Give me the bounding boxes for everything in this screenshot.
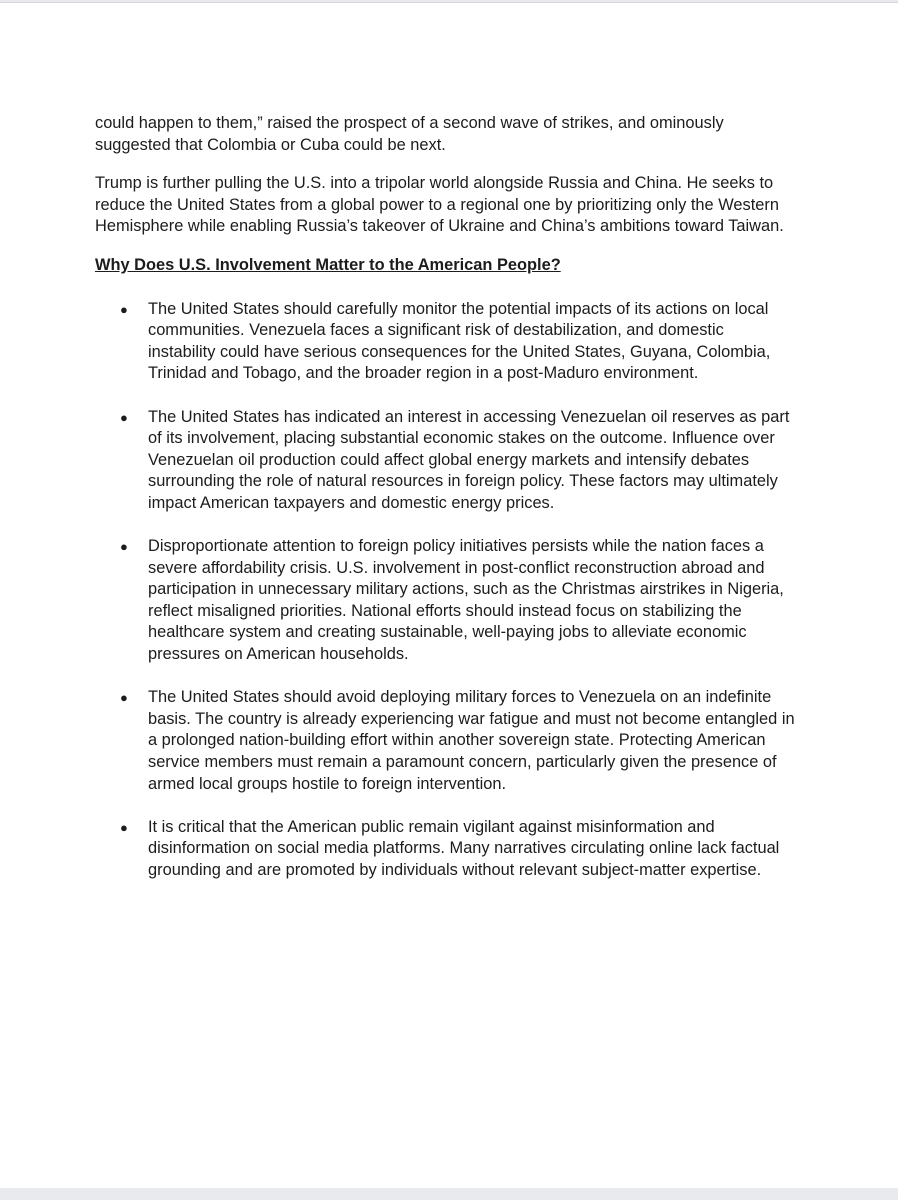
body-paragraph: Trump is further pulling the U.S. into a tripolar world alongside Russia and China. He seeks to reduce the United States from a global power to a regional one by prioritizing only the Western Hemisphere while enabling Russia’s takeover of Ukraine and China’s ambitions toward Taiwan. bbox=[95, 174, 784, 236]
page-bottom-edge bbox=[0, 1188, 898, 1200]
bullet-icon: ● bbox=[120, 539, 128, 555]
document-body bbox=[95, 113, 795, 903]
list-item-text: It is critical that the American public remain vigilant against misinformation and disinformation on social media platforms. Many narratives circulating online lack factual grounding and are promoted by individuals without relevant subject-matter expertise. bbox=[148, 817, 780, 879]
list-item bbox=[95, 407, 795, 515]
bullet-icon: ● bbox=[120, 409, 128, 425]
body-paragraph: could happen to them,” raised the prospect of a second wave of strikes, and ominously suggested that Colombia or Cuba could be next. bbox=[95, 114, 724, 154]
list-item-text: Disproportionate attention to foreign policy initiatives persists while the nation faces a severe affordability crisis. U.S. involvement in post-conflict reconstruction abroad and participation in unnecessary military actions, such as the Christmas airstrikes in Nigeria, reflect misaligned priorities. National efforts should instead focus on stabilizing the healthcare system and creating sustainable, well-paying jobs to alleviate economic pressures on American households. bbox=[148, 537, 784, 664]
list-item bbox=[95, 536, 795, 666]
list-item-text: The United States should avoid deploying military forces to Venezuela on an indefinite basis. The country is already experiencing war fatigue and must not become entangled in a prolonged nation-building effort within another sovereign state. Protecting American service members must remain a paramount concern, particularly given the presence of armed local groups hostile to foreign intervention. bbox=[148, 688, 795, 793]
section-heading: Why Does U.S. Involvement Matter to the American People? bbox=[95, 255, 561, 274]
document-page bbox=[0, 2, 898, 1188]
list-item-text: The United States has indicated an interest in accessing Venezuelan oil reserves as part of its involvement, placing substantial economic stakes on the outcome. Influence over Venezuelan oil production could affect global energy markets and intensify debates surrounding the role of natural resources in foreign policy. These factors may ultimately impact American taxpayers and domestic energy prices. bbox=[148, 407, 790, 512]
list-item bbox=[95, 817, 795, 882]
list-item bbox=[95, 299, 795, 385]
list-item bbox=[95, 687, 795, 795]
bullet-icon: ● bbox=[120, 301, 128, 317]
bullet-icon: ● bbox=[120, 690, 128, 706]
list-item-text: The United States should carefully monitor the potential impacts of its actions on local communities. Venezuela faces a significant risk of destabilization, and domestic instability could have serious consequences for the United States, Guyana, Colombia, Trinidad and Tobago, and the broader region in a post-Maduro environment. bbox=[148, 299, 771, 383]
bullet-icon: ● bbox=[120, 819, 128, 835]
bullet-list bbox=[95, 299, 795, 882]
